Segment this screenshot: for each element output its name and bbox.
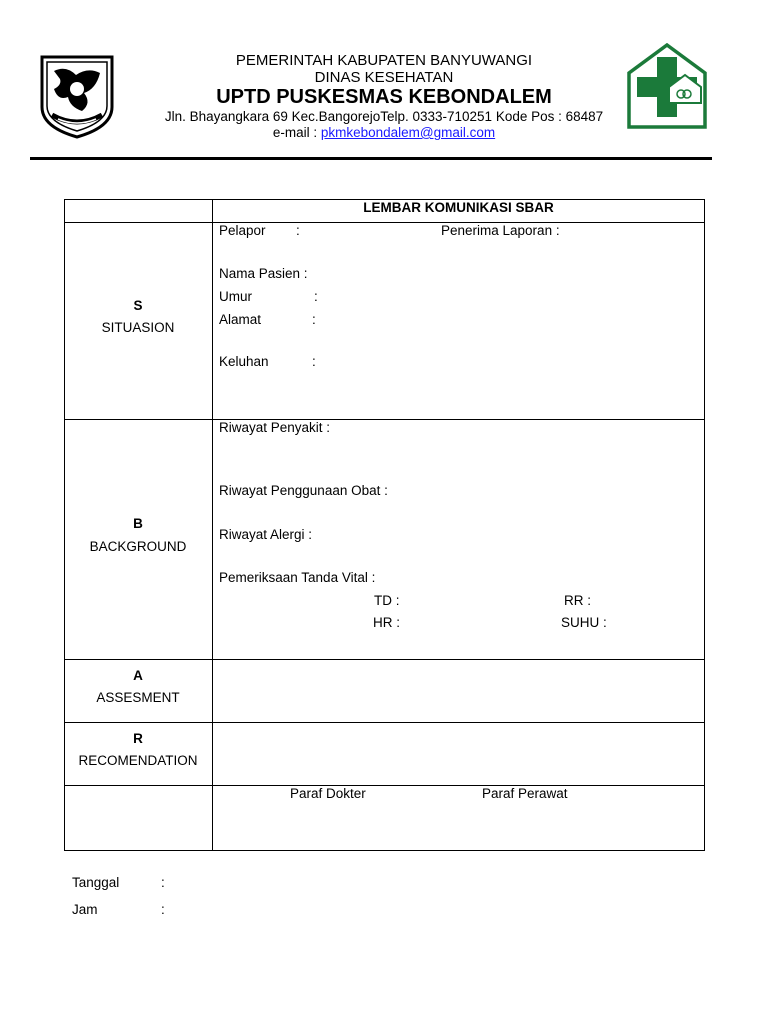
- tanda-vital-label: Pemeriksaan Tanda Vital :: [219, 570, 376, 585]
- pelapor-label: Pelapor: [219, 223, 266, 238]
- tanggal-colon: :: [161, 875, 165, 890]
- header-government: PEMERINTAH KABUPATEN BANYUWANGI: [235, 52, 533, 69]
- nama-pasien-label: Nama Pasien :: [219, 266, 308, 281]
- riwayat-obat-label: Riwayat Penggunaan Obat :: [219, 483, 388, 498]
- table-border-bottom: [64, 850, 705, 851]
- table-row-divider: [64, 659, 705, 660]
- table-column-divider: [212, 199, 213, 851]
- riwayat-alergi-label: Riwayat Alergi :: [219, 527, 313, 542]
- riwayat-penyakit-label: Riwayat Penyakit :: [219, 420, 331, 435]
- jam-colon: :: [161, 902, 165, 917]
- header-department: DINAS KESEHATAN: [314, 69, 454, 86]
- pelapor-colon: :: [296, 223, 300, 238]
- situation-letter: S: [133, 298, 143, 313]
- table-row-divider: [64, 419, 705, 420]
- email-link[interactable]: pkmkebondalem@gmail.com: [320, 125, 496, 140]
- td-label: TD :: [374, 593, 400, 608]
- form-title: LEMBAR KOMUNIKASI SBAR: [363, 200, 554, 215]
- recommendation-label: RECOMENDATION: [78, 753, 198, 768]
- assesment-label: ASSESMENT: [96, 690, 180, 705]
- table-row-divider: [64, 722, 705, 723]
- keluhan-colon: :: [312, 354, 316, 369]
- table-border-right: [704, 199, 705, 851]
- jam-label: Jam: [72, 902, 98, 917]
- header-institution: UPTD PUSKESMAS KEBONDALEM: [216, 86, 552, 108]
- table-row-divider: [64, 785, 705, 786]
- hr-label: HR :: [373, 615, 400, 630]
- keluhan-label: Keluhan: [219, 354, 269, 369]
- background-label: BACKGROUND: [89, 539, 187, 554]
- tanggal-label: Tanggal: [72, 875, 120, 890]
- background-letter: B: [133, 516, 143, 531]
- suhu-label: SUHU :: [561, 615, 607, 630]
- banyuwangi-seal-icon: [36, 49, 118, 139]
- email-prefix: e-mail :: [272, 125, 321, 140]
- rr-label: RR :: [564, 593, 591, 608]
- assesment-letter: A: [133, 668, 143, 683]
- situation-label: SITUASION: [101, 320, 175, 335]
- paraf-perawat-label: Paraf Perawat: [482, 786, 568, 801]
- paraf-dokter-label: Paraf Dokter: [290, 786, 366, 801]
- alamat-colon: :: [312, 312, 316, 327]
- umur-colon: :: [314, 289, 318, 304]
- header-address: Jln. Bhayangkara 69 Kec.BangorejoTelp. 0333-710251 Kode Pos : 68487: [164, 109, 604, 124]
- table-row-divider: [64, 222, 705, 223]
- recommendation-letter: R: [133, 731, 143, 746]
- header-email-line: [140, 125, 628, 140]
- penerima-laporan-label: Penerima Laporan :: [441, 223, 560, 238]
- umur-label: Umur: [219, 289, 252, 304]
- header-divider: [30, 157, 712, 160]
- alamat-label: Alamat: [219, 312, 262, 327]
